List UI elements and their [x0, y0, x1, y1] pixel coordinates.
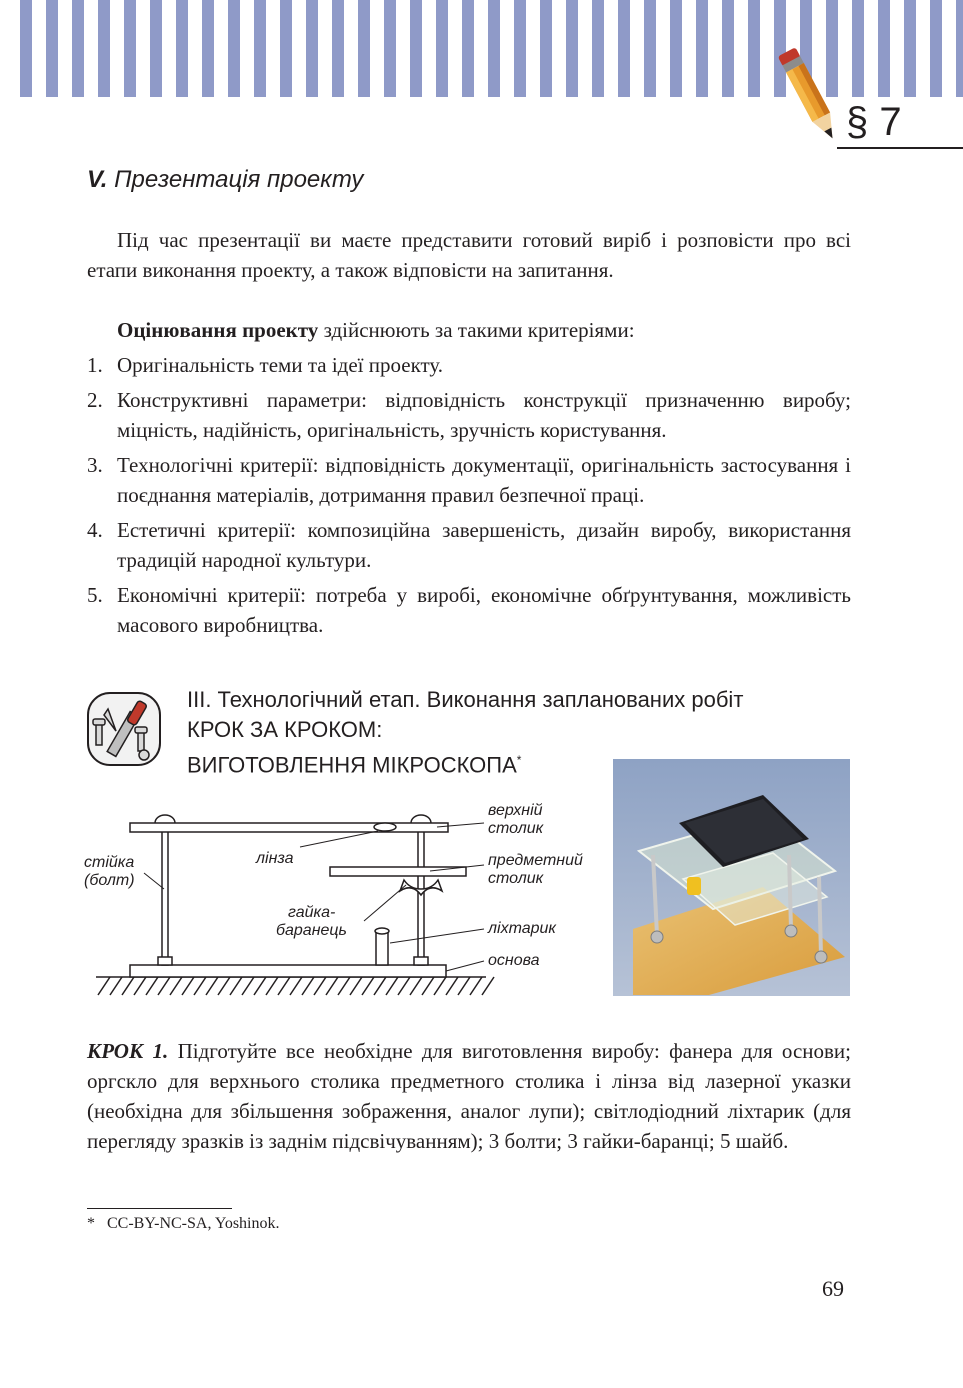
section-underline	[837, 147, 963, 149]
header-stripe	[72, 0, 84, 97]
footnote-text: CC-BY-NC-SA, Yoshinok.	[107, 1215, 280, 1232]
header-stripe	[644, 0, 656, 97]
hatch-line	[410, 977, 422, 995]
label-lens: лінза	[256, 850, 294, 867]
hatch-line	[386, 977, 398, 995]
hatch-line	[182, 977, 194, 995]
hatch-line	[218, 977, 230, 995]
criteria-list	[87, 350, 851, 645]
step-1-text: Підготуйте все необхідне для виготовлення виробу: фанера для основи; оргскло для верхнього столика предметного столика і лінза від лазерної указки (необхідна для збільшення зображення, аналог лупи); світлодіодний ліхтарик (для перегляду зразків із заднім підсвічуванням); 3 болти; 3 гайки-баранці; 5 шайб.	[87, 1039, 851, 1153]
hatch-line	[254, 977, 266, 995]
criteria-lead-rest: здійснюють за такими критеріями:	[318, 318, 635, 342]
right-bolt-head	[411, 815, 431, 823]
tools-icon	[86, 691, 162, 767]
hatch-line	[458, 977, 470, 995]
label-top-table-1: верхній	[488, 802, 543, 819]
section-numeral: V.	[87, 166, 108, 193]
hatch-line	[362, 977, 374, 995]
hatch-line	[266, 977, 278, 995]
flashlight-lens	[375, 928, 389, 934]
ground-hatch	[98, 977, 494, 995]
criteria-item-number: 2.	[87, 388, 103, 412]
header-stripe	[20, 0, 32, 97]
footnote	[87, 1213, 280, 1235]
header-stripe	[748, 0, 760, 97]
header-stripe	[124, 0, 136, 97]
hatch-line	[290, 977, 302, 995]
hatch-line	[146, 977, 158, 995]
header-stripe	[488, 0, 500, 97]
hatch-line	[482, 977, 494, 995]
hatch-line	[230, 977, 242, 995]
header-stripe	[878, 0, 890, 97]
left-bolt	[162, 831, 168, 965]
top-table	[130, 823, 448, 832]
hatch-line	[158, 977, 170, 995]
hatch-line	[98, 977, 110, 995]
step-1-label: КРОК 1.	[87, 1039, 169, 1063]
criteria-item	[87, 450, 851, 510]
header-stripe	[358, 0, 370, 97]
hatch-line	[110, 977, 122, 995]
criteria-item-number: 4.	[87, 518, 103, 542]
header-stripe	[436, 0, 448, 97]
flashlight	[376, 931, 388, 965]
hatch-line	[434, 977, 446, 995]
hatch-line	[470, 977, 482, 995]
footnote-marker: *	[516, 753, 522, 767]
criteria-item-number: 5.	[87, 583, 103, 607]
header-stripe	[98, 0, 110, 97]
header-stripe	[176, 0, 188, 97]
pencil-icon	[770, 40, 850, 152]
hatch-line	[206, 977, 218, 995]
header-stripe	[904, 0, 916, 97]
stage-title: ІІІ. Технологічний етап. Виконання запланованих робіт	[187, 687, 744, 712]
stage-task-text: ВИГОТОВЛЕННЯ МІКРОСКОПА	[187, 752, 517, 778]
hatch-line	[242, 977, 254, 995]
header-stripe	[956, 0, 963, 97]
criteria-item	[87, 350, 851, 380]
criteria-item-text: Технологічні критерії: відповідність документації, оригінальність застосування і поєднання матеріалів, дотримання правил безпечної праці.	[117, 453, 851, 507]
label-object-table-2: столик	[488, 870, 544, 887]
hatch-line	[374, 977, 386, 995]
hatch-line	[398, 977, 410, 995]
criteria-item-text: Естетичні критерії: композиційна завершеність, дизайн виробу, використання традицій народної культури.	[117, 518, 851, 572]
header-stripe	[852, 0, 864, 97]
criteria-item-text: Економічні критерії: потреба у виробі, економічне обґрунтування, можливість масового виробництва.	[117, 583, 851, 637]
hatch-line	[170, 977, 182, 995]
header-stripe	[332, 0, 344, 97]
criteria-item-number: 1.	[87, 353, 103, 377]
label-stand-1: стійка	[84, 854, 135, 871]
intro-paragraph	[87, 225, 851, 285]
microscope-photo	[613, 759, 850, 996]
criteria-item-number: 3.	[87, 453, 103, 477]
header-stripe	[254, 0, 266, 97]
header-stripe	[566, 0, 578, 97]
header-stripe	[410, 0, 422, 97]
label-wingnut-1: гайка-	[288, 904, 336, 921]
header-stripe	[280, 0, 292, 97]
hatch-line	[314, 977, 326, 995]
label-base: основа	[488, 952, 540, 969]
hatch-line	[302, 977, 314, 995]
hatch-line	[350, 977, 362, 995]
criteria-item-text: Оригінальність теми та ідеї проекту.	[117, 353, 444, 377]
stage-task	[187, 745, 521, 780]
page-number: 69	[822, 1276, 844, 1301]
label-flashlight: ліхтарик	[488, 920, 556, 937]
footnote-star: *	[87, 1215, 95, 1232]
header-stripe	[46, 0, 58, 97]
header-stripe	[150, 0, 162, 97]
footnote-rule	[87, 1208, 232, 1209]
section-heading	[87, 164, 363, 196]
criteria-item	[87, 385, 851, 445]
hatch-line	[194, 977, 206, 995]
header-stripe	[618, 0, 630, 97]
criteria-item	[87, 580, 851, 640]
label-wingnut-2: баранець	[276, 922, 347, 939]
label-object-table-1: предметний	[488, 852, 583, 869]
hatch-line	[338, 977, 350, 995]
hatch-line	[122, 977, 134, 995]
header-stripe	[514, 0, 526, 97]
header-stripe	[462, 0, 474, 97]
header-stripe	[592, 0, 604, 97]
left-bolt-nut	[158, 957, 172, 965]
header-stripe	[306, 0, 318, 97]
criteria-lead	[87, 315, 851, 345]
base-plate	[130, 965, 446, 977]
right-bolt-nut	[414, 957, 428, 965]
hatch-line	[422, 977, 434, 995]
intro-text: Під час презентації ви маєте представити готовий виріб і розповісти про всі етапи виконання проекту, а також відповісти на запитання.	[87, 228, 851, 282]
header-stripe	[670, 0, 682, 97]
header-stripe	[722, 0, 734, 97]
hatch-line	[134, 977, 146, 995]
left-bolt-head	[155, 815, 175, 823]
stage-subtitle: КРОК ЗА КРОКОМ:	[187, 717, 383, 742]
label-stand-2: (болт)	[84, 872, 135, 889]
right-bolt	[418, 831, 424, 965]
header-stripe	[930, 0, 942, 97]
photo-flashlight	[687, 877, 701, 895]
microscope-diagram	[84, 795, 594, 1000]
header-stripe	[696, 0, 708, 97]
hatch-line	[446, 977, 458, 995]
step-1-paragraph	[87, 1036, 851, 1156]
header-stripe	[202, 0, 214, 97]
section-number: § 7	[846, 100, 902, 144]
criteria-item-text: Конструктивні параметри: відповідність конструкції призначенню виробу; міцність, надійність, оригінальність, зручність користування.	[117, 388, 851, 442]
header-stripe	[228, 0, 240, 97]
hatch-line	[326, 977, 338, 995]
lens	[374, 823, 396, 831]
header-stripe	[384, 0, 396, 97]
criteria-lead-bold: Оцінювання проекту	[117, 318, 319, 342]
object-table	[330, 867, 466, 876]
hatch-line	[278, 977, 290, 995]
header-stripe	[540, 0, 552, 97]
criteria-item	[87, 515, 851, 575]
label-top-table-2: столик	[488, 820, 544, 837]
section-title: Презентація проекту	[114, 166, 364, 193]
